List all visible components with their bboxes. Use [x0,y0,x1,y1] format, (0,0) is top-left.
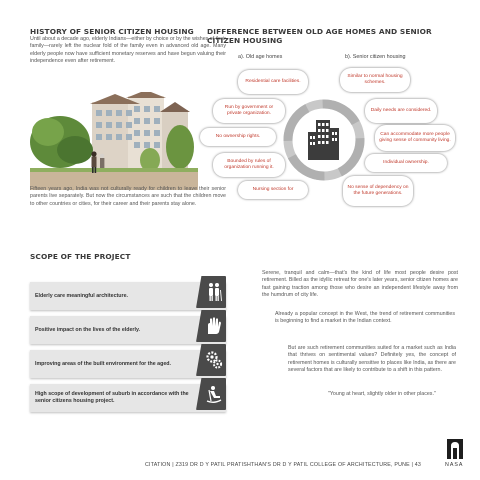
scope-item-2 [30,316,226,344]
gears-icon [205,350,223,370]
footer-citation: CITATION | Z319 DR D Y PATIL PRATISHTHAN'S DR D Y PATIL COLLEGE OF ARCHITECTURE, PUNE | 43 [145,462,422,468]
nasa-logo-text: NASA [445,462,464,468]
senior-point-5: No sense of dependency on the future generations. [343,176,413,206]
scope-item-1 [30,282,226,310]
elderly-couple-icon [205,282,223,302]
scope-item-label: Elderly care meaningful architecture. [35,292,129,299]
old-age-point-4: Bounded by rules of organization running it. [213,153,285,177]
scope-item-3 [30,350,226,378]
difference-heading: DIFFERENCE BETWEEN OLD AGE HOMES AND SENIOR CITIZEN HOUSING [207,27,432,45]
old-age-point-5: Nursing section for [238,181,308,199]
senior-point-1: Similar to normal housing schemes. [340,68,410,92]
old-age-homes-label: a). Old age homes [238,54,283,60]
scope-item-4 [30,384,226,412]
history-paragraph-1: Until about a decade ago, elderly Indians—either by choice or by the wishes of their family—rarely left the nuclear fold of the family even in advanced old age. Many elderly people now have sufficient monetary reserves and have begun valuing their independence even after retirement. [30,36,226,64]
old-age-point-2: Run by government or private organization. [213,99,285,123]
history-paragraph-2: Fifteen years ago, India was not culturally ready for children to leave their senior parents live separately. But now the circumstances are such that the children move to other countries or cities, for their career and their parents stay alone. [30,186,226,207]
scope-item-label: Improving areas of the built environment for the aged. [35,360,171,367]
scope-text-2: Already a popular concept in the West, the trend of retirement communities is beginning to find a market in the Indian context. [275,311,455,325]
nasa-logo-icon [446,438,464,460]
scope-text-1: Serene, tranquil and calm—that's the kind of life most people desire post retirement. Billed as the idyllic retreat for one's later years, senior citizen homes are fast gaining traction among those who desire an independent lifestyle away from the humdrum of city life. [262,270,458,298]
old-age-point-1: Residential care facilities. [238,70,308,94]
senior-citizen-housing-label: b). Senior citizen housing [345,54,406,60]
scope-quote: "Young at heart, slightly older in other places." [328,391,436,397]
rocking-chair-icon [205,384,223,404]
hands-icon [205,316,223,336]
senior-point-3: Can accommodate more people giving sense of community living. [375,125,455,151]
senior-housing-illustration [30,92,198,190]
scope-heading: SCOPE OF THE PROJECT [30,252,131,261]
comparison-ring [280,96,368,184]
history-heading: HISTORY OF SENIOR CITIZEN HOUSING [30,27,194,36]
scope-text-3: But are such retirement communities suited for a market such as India that thrives on sentimental values? Definitely yes, the concept of retirement homes is culturally sensitive to places like India, as there are several factors that are likely to contribute to a shift in this pattern. [288,345,456,373]
scope-item-label: Positive impact on the lives of the elderly. [35,326,140,333]
senior-point-4: Individual ownership. [365,154,447,172]
scope-item-label: High scope of development of suburb in accordance with the senior citizens housing project. [35,391,189,404]
old-age-point-3: No ownership rights. [200,128,276,146]
senior-point-2: Daily needs are considered. [365,99,437,123]
